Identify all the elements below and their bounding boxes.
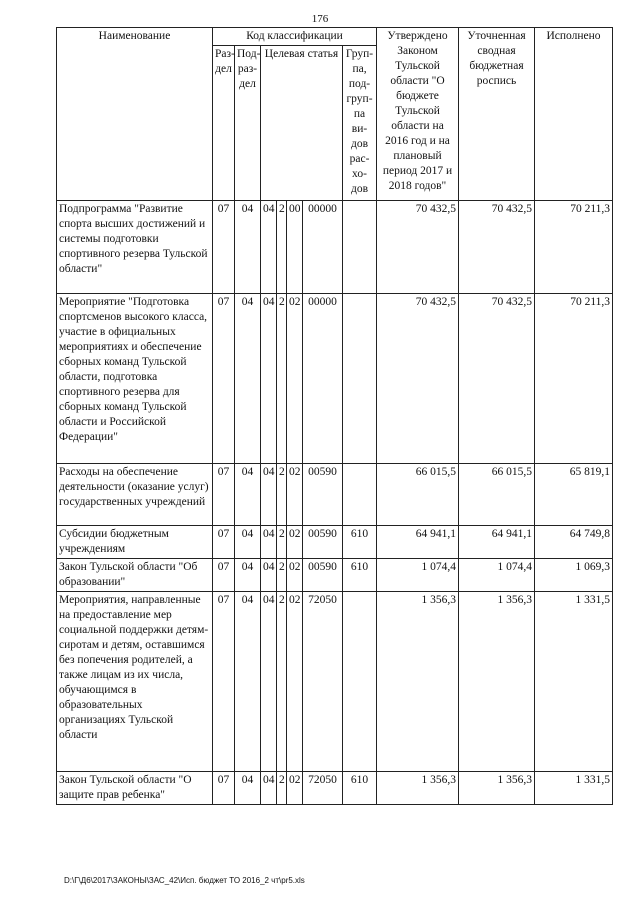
table-row <box>57 592 613 772</box>
row-approved: 1 074,4 <box>377 559 459 592</box>
row-section: 07 <box>213 464 235 526</box>
row-name: Субсидии бюджетным учреждениям <box>57 526 213 559</box>
row-name: Расходы на обеспечение деятельности (оказание услуг) государственных учреждений <box>57 464 213 526</box>
row-target-article-part2: 2 <box>277 294 287 464</box>
header-group: Груп- па, под- груп- па ви- дов рас- хо- дов <box>343 46 377 201</box>
row-target-article-part3: 02 <box>287 592 303 772</box>
row-name: Закон Тульской области "Об образовании" <box>57 559 213 592</box>
row-target-article-part4: 72050 <box>303 592 343 772</box>
row-subsection: 04 <box>235 772 261 805</box>
row-target-article-part2: 2 <box>277 201 287 294</box>
footer-file-path: D:\Г\Д6\2017\ЗАКОНЫ\ЗАС_42\Исп. бюджет ТО 2016_2 чт\pr5.xls <box>64 876 305 885</box>
budget-table <box>56 27 613 805</box>
row-name: Подпрограмма "Развитие спорта высших достижений и системы подготовки спортивного резерва Тульской области" <box>57 201 213 294</box>
row-subsection: 04 <box>235 294 261 464</box>
row-revised: 66 015,5 <box>459 464 535 526</box>
row-approved: 70 432,5 <box>377 201 459 294</box>
row-subsection: 04 <box>235 559 261 592</box>
row-approved: 66 015,5 <box>377 464 459 526</box>
table-body <box>57 201 613 805</box>
row-target-article-part3: 00 <box>287 201 303 294</box>
row-approved: 1 356,3 <box>377 592 459 772</box>
row-target-article-part4: 00590 <box>303 526 343 559</box>
row-name: Закон Тульской области "О защите прав ребенка" <box>57 772 213 805</box>
row-revised: 1 356,3 <box>459 592 535 772</box>
row-subsection: 04 <box>235 464 261 526</box>
header-classification: Код классификации <box>213 28 377 46</box>
row-section: 07 <box>213 592 235 772</box>
header-section: Раз- дел <box>213 46 235 201</box>
row-target-article-part2: 2 <box>277 464 287 526</box>
header-name: Наименование <box>57 28 213 201</box>
row-group: 610 <box>343 526 377 559</box>
row-revised: 70 432,5 <box>459 201 535 294</box>
row-revised: 64 941,1 <box>459 526 535 559</box>
row-target-article-part4: 00590 <box>303 559 343 592</box>
header-approved: Утверждено Законом Тульской области "О бюджете Тульской области на 2016 год и на плановый период 2017 и 2018 годов" <box>377 28 459 201</box>
row-target-article-part1: 04 <box>261 772 277 805</box>
row-target-article-part3: 02 <box>287 559 303 592</box>
row-target-article-part3: 02 <box>287 772 303 805</box>
row-subsection: 04 <box>235 201 261 294</box>
row-target-article-part2: 2 <box>277 772 287 805</box>
row-approved: 1 356,3 <box>377 772 459 805</box>
row-section: 07 <box>213 201 235 294</box>
row-group: 610 <box>343 772 377 805</box>
table-row <box>57 201 613 294</box>
row-target-article-part4: 72050 <box>303 772 343 805</box>
row-target-article-part1: 04 <box>261 559 277 592</box>
row-executed: 1 069,3 <box>535 559 613 592</box>
row-revised: 1 356,3 <box>459 772 535 805</box>
row-section: 07 <box>213 772 235 805</box>
page-number: 176 <box>311 13 329 25</box>
row-name: Мероприятия, направленные на предоставление мер социальной поддержки детям-сиротам и детям, оставшимся без попечения родителей, а также лицам из их числа, обучающимся в образовательных организациях Тульской области <box>57 592 213 772</box>
row-revised: 70 432,5 <box>459 294 535 464</box>
row-group <box>343 294 377 464</box>
row-executed: 64 749,8 <box>535 526 613 559</box>
row-section: 07 <box>213 526 235 559</box>
row-target-article-part1: 04 <box>261 294 277 464</box>
row-approved: 64 941,1 <box>377 526 459 559</box>
row-target-article-part1: 04 <box>261 592 277 772</box>
row-section: 07 <box>213 294 235 464</box>
row-target-article-part2: 2 <box>277 592 287 772</box>
header-revised: Уточненная сводная бюджетная роспись <box>459 28 535 201</box>
header-subsection: Под- раз- дел <box>235 46 261 201</box>
table-row <box>57 559 613 592</box>
row-executed: 70 211,3 <box>535 294 613 464</box>
row-group <box>343 464 377 526</box>
row-approved: 70 432,5 <box>377 294 459 464</box>
table-row <box>57 464 613 526</box>
row-target-article-part1: 04 <box>261 201 277 294</box>
header-executed: Исполнено <box>535 28 613 201</box>
row-target-article-part3: 02 <box>287 464 303 526</box>
row-target-article-part3: 02 <box>287 526 303 559</box>
row-subsection: 04 <box>235 526 261 559</box>
table-row <box>57 772 613 805</box>
row-executed: 65 819,1 <box>535 464 613 526</box>
row-executed: 1 331,5 <box>535 592 613 772</box>
row-group <box>343 201 377 294</box>
row-target-article-part1: 04 <box>261 464 277 526</box>
row-target-article-part1: 04 <box>261 526 277 559</box>
row-group <box>343 592 377 772</box>
header-target-article: Целевая статья <box>261 46 343 201</box>
row-target-article-part4: 00000 <box>303 201 343 294</box>
row-section: 07 <box>213 559 235 592</box>
row-target-article-part4: 00000 <box>303 294 343 464</box>
row-target-article-part2: 2 <box>277 559 287 592</box>
row-revised: 1 074,4 <box>459 559 535 592</box>
row-subsection: 04 <box>235 592 261 772</box>
row-target-article-part4: 00590 <box>303 464 343 526</box>
row-executed: 70 211,3 <box>535 201 613 294</box>
table-row <box>57 526 613 559</box>
row-target-article-part2: 2 <box>277 526 287 559</box>
table-header <box>57 28 613 201</box>
row-name: Мероприятие "Подготовка спортсменов высокого класса, участие в официальных мероприятиях и обеспечение сборных команд Тульской области, подготовка спортивного резерва для сборных команд Тульской области и Российской Федерации" <box>57 294 213 464</box>
row-executed: 1 331,5 <box>535 772 613 805</box>
row-group: 610 <box>343 559 377 592</box>
row-target-article-part3: 02 <box>287 294 303 464</box>
table-row <box>57 294 613 464</box>
